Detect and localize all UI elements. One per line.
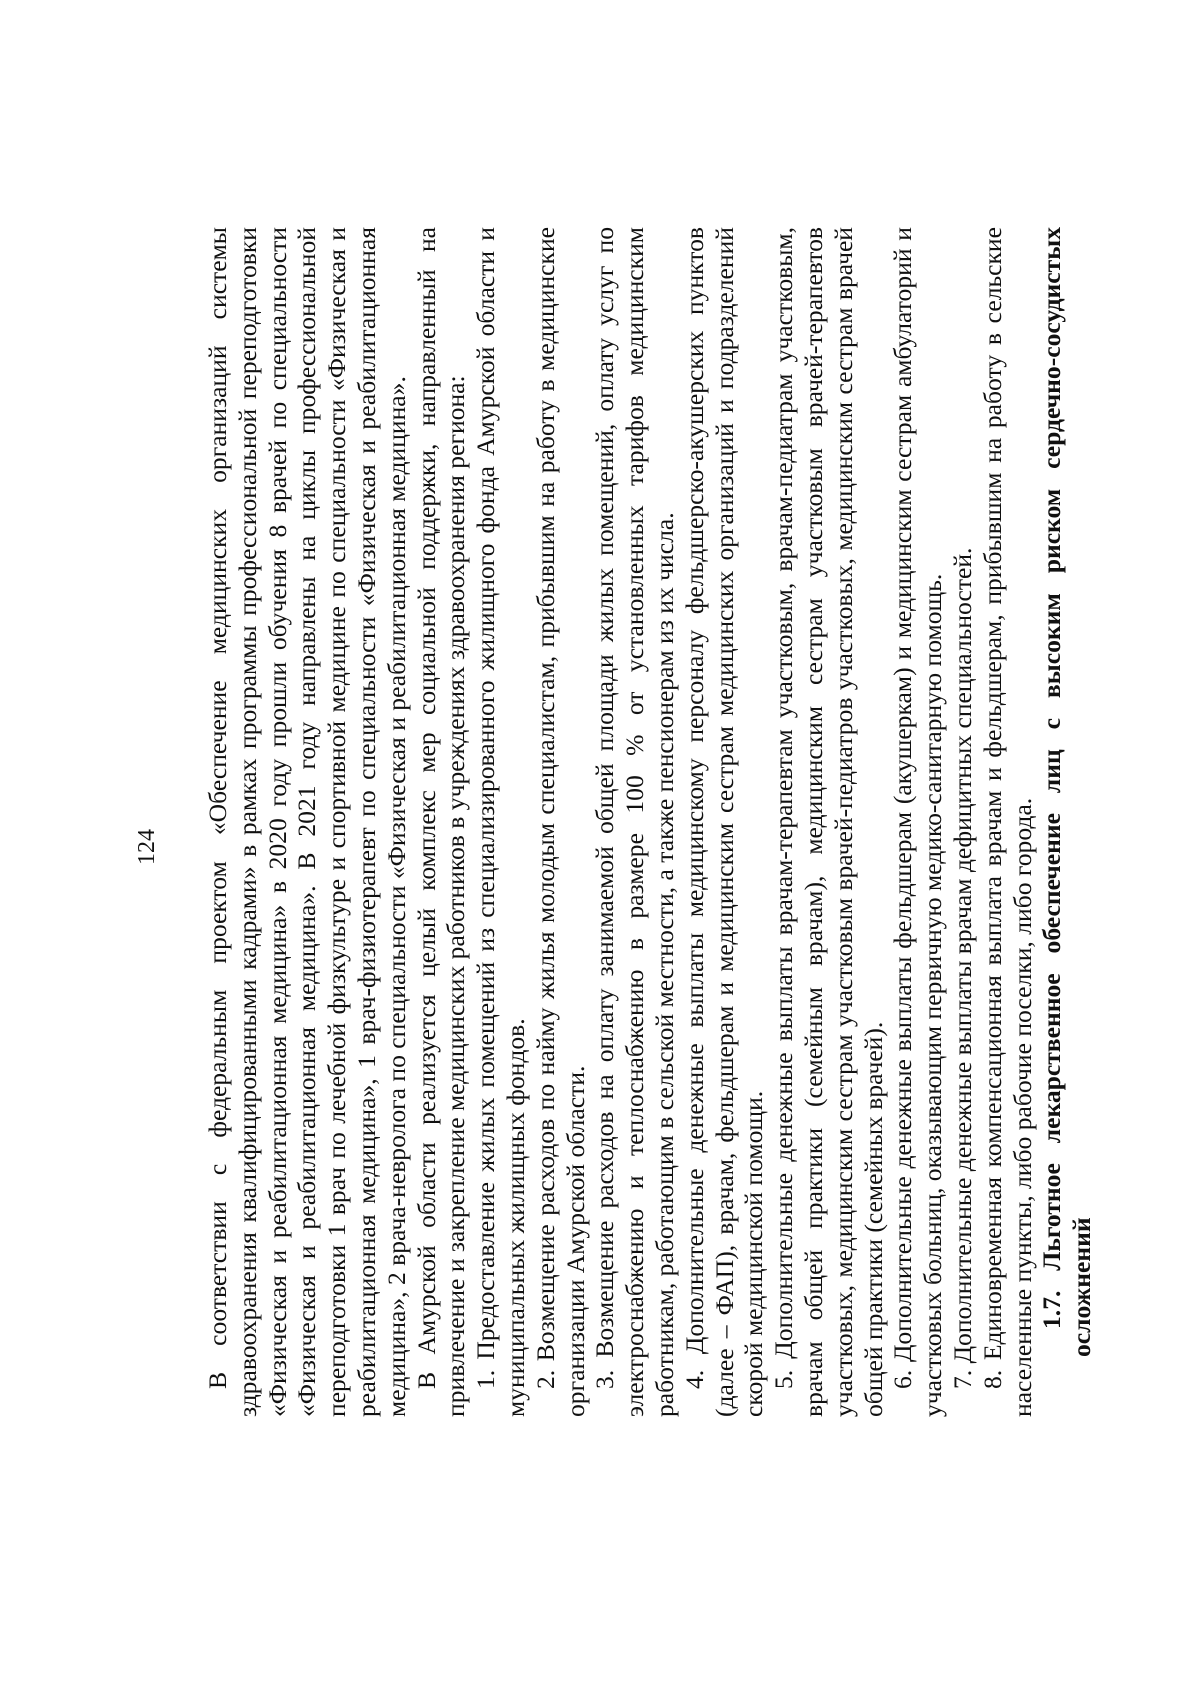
list-item-4: 4. Дополнительные денежные выплаты медицинскому персоналу фельдшерско-акушерских пунктов (далее – ФАП), врачам, фельдшерам и медицинским сестрам медицинских организаций и подразделений скорой медицинской помощи.	[679, 227, 769, 1417]
paragraph-support-measures: В Амурской области реализуется целый комплекс мер социальной поддержки, направленный на привлечение и закрепление медицинских работников в учреждениях здравоохранения региона:	[411, 227, 471, 1417]
section-heading: 1.7. Льготное лекарственное обеспечение лиц с высоким риском сердечно-сосудистых осложнений	[1037, 227, 1097, 1357]
paragraph-federal-project: В соответствии с федеральным проектом «Обеспечение медицинских организаций системы здравоохранения квалифицированными кадрами» в рамках программы профессиональной переподготовки «Физическая и реабилитационная медицина» в 2020 году прошли обучения 8 врачей по специальности «Физическая и реабилитационная медицина». В 2021 году направлены на циклы профессиональной переподготовки 1 врач по лечебной физкультуре и спортивной медицине по специальности «Физическая и реабилитационная медицина», 1 врач-физиотерапевт по специальности «Физическая и реабилитационная медицина», 2 врача-невролога по специальности «Физическая и реабилитационная медицина».	[203, 227, 411, 1417]
list-item-8: 8. Единовременная компенсационная выплата врачам и фельдшерам, прибывшим на работу в сельские населенные пункты, либо рабочие поселки, либо города.	[977, 227, 1037, 1417]
list-item-2: 2. Возмещение расходов по найму жилья молодым специалистам, прибывшим на работу в медицинские организации Амурской области.	[530, 227, 590, 1417]
list-item-1: 1. Предоставление жилых помещений из специализированного жилищного фонда Амурской области и муниципальных жилищных фондов.	[471, 227, 530, 1417]
page-number: 124	[134, 829, 160, 865]
list-item-5: 5. Дополнительные денежные выплаты врачам-терапевтам участковым, врачам-педиатрам участковым, врачам общей практики (семейным врачам), медицинским сестрам участковым врачей-терапевтов участковых, медицинским сестрам участковым врачей-педиатров участковых, медицинским сестрам врачей общей практики (семейных врачей).	[769, 227, 888, 1417]
list-item-3: 3. Возмещение расходов на оплату занимаемой общей площади жилых помещений, оплату услуг по электроснабжению и теплоснабжению в размере 100 % от установленных тарифов медицинским работникам, работающим в сельской местности, а также пенсионерам из их числа.	[590, 227, 679, 1417]
list-item-7: 7. Дополнительные денежные выплаты врачам дефицитных специальностей.	[947, 547, 977, 1389]
list-item-6: 6. Дополнительные денежные выплаты фельдшерам (акушеркам) и медицинским сестрам амбулаторий и участковых больниц, оказывающим первичную медико-санитарную помощь.	[888, 227, 948, 1417]
body-text	[203, 227, 1097, 1417]
rotated-page-content	[105, 107, 1095, 1587]
